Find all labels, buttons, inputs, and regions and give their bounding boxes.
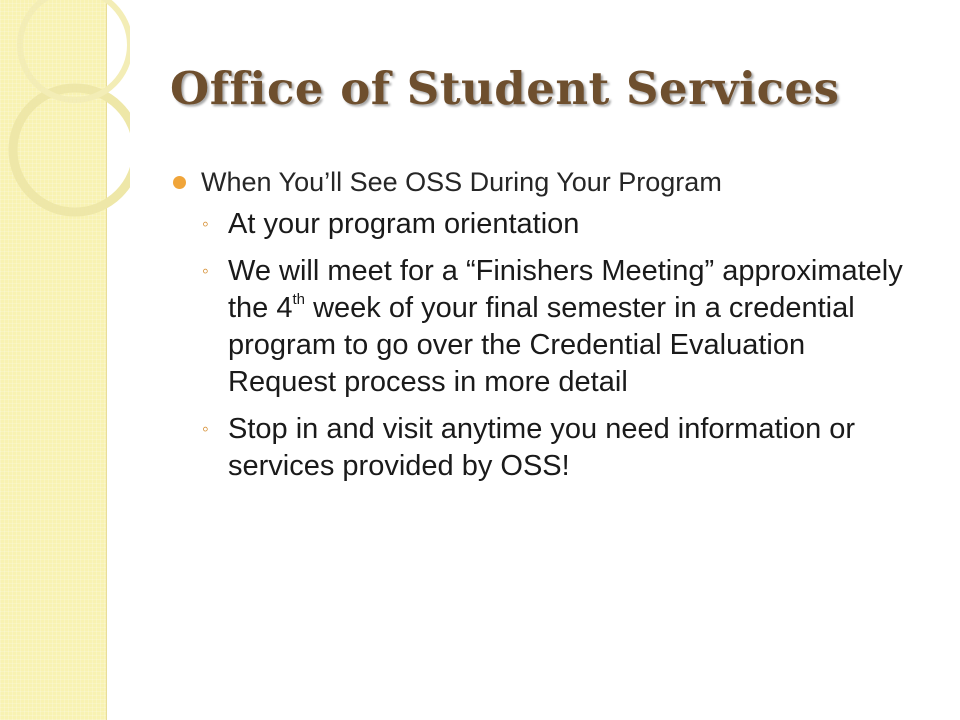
sub-bullet-visit (172, 411, 912, 485)
finishers-ordinal-suffix: th (292, 291, 306, 309)
hollow-circle-bullet-icon: ◦ (202, 419, 209, 440)
bullet-level1-text: When You’ll See OSS During Your Program (201, 167, 722, 197)
hollow-circle-bullet-icon: ◦ (202, 214, 209, 235)
slide-content (172, 160, 912, 485)
sub-bullet-orientation (172, 206, 912, 243)
filled-circle-bullet-icon (173, 176, 186, 189)
bullet-level1 (172, 160, 912, 204)
sub-bullet-list (172, 206, 912, 485)
hollow-circle-bullet-icon: ◦ (202, 261, 209, 282)
finishers-text-part1: We will meet for a “Finishers Meeting” approximately the 4 (228, 255, 903, 324)
sub-bullet-orientation-text: At your program orientation (228, 208, 580, 240)
slide-title: Office of Student Services (170, 62, 840, 115)
decorative-rings (0, 0, 130, 300)
sub-bullet-visit-text: Stop in and visit anytime you need information or services provided by OSS! (228, 413, 856, 482)
finishers-text-part2: week of your final semester in a credential program to go over the Credential Evaluation Request process in more detail (228, 292, 855, 398)
sub-bullet-finishers-meeting (172, 253, 912, 401)
decorative-ring-large (13, 88, 130, 212)
